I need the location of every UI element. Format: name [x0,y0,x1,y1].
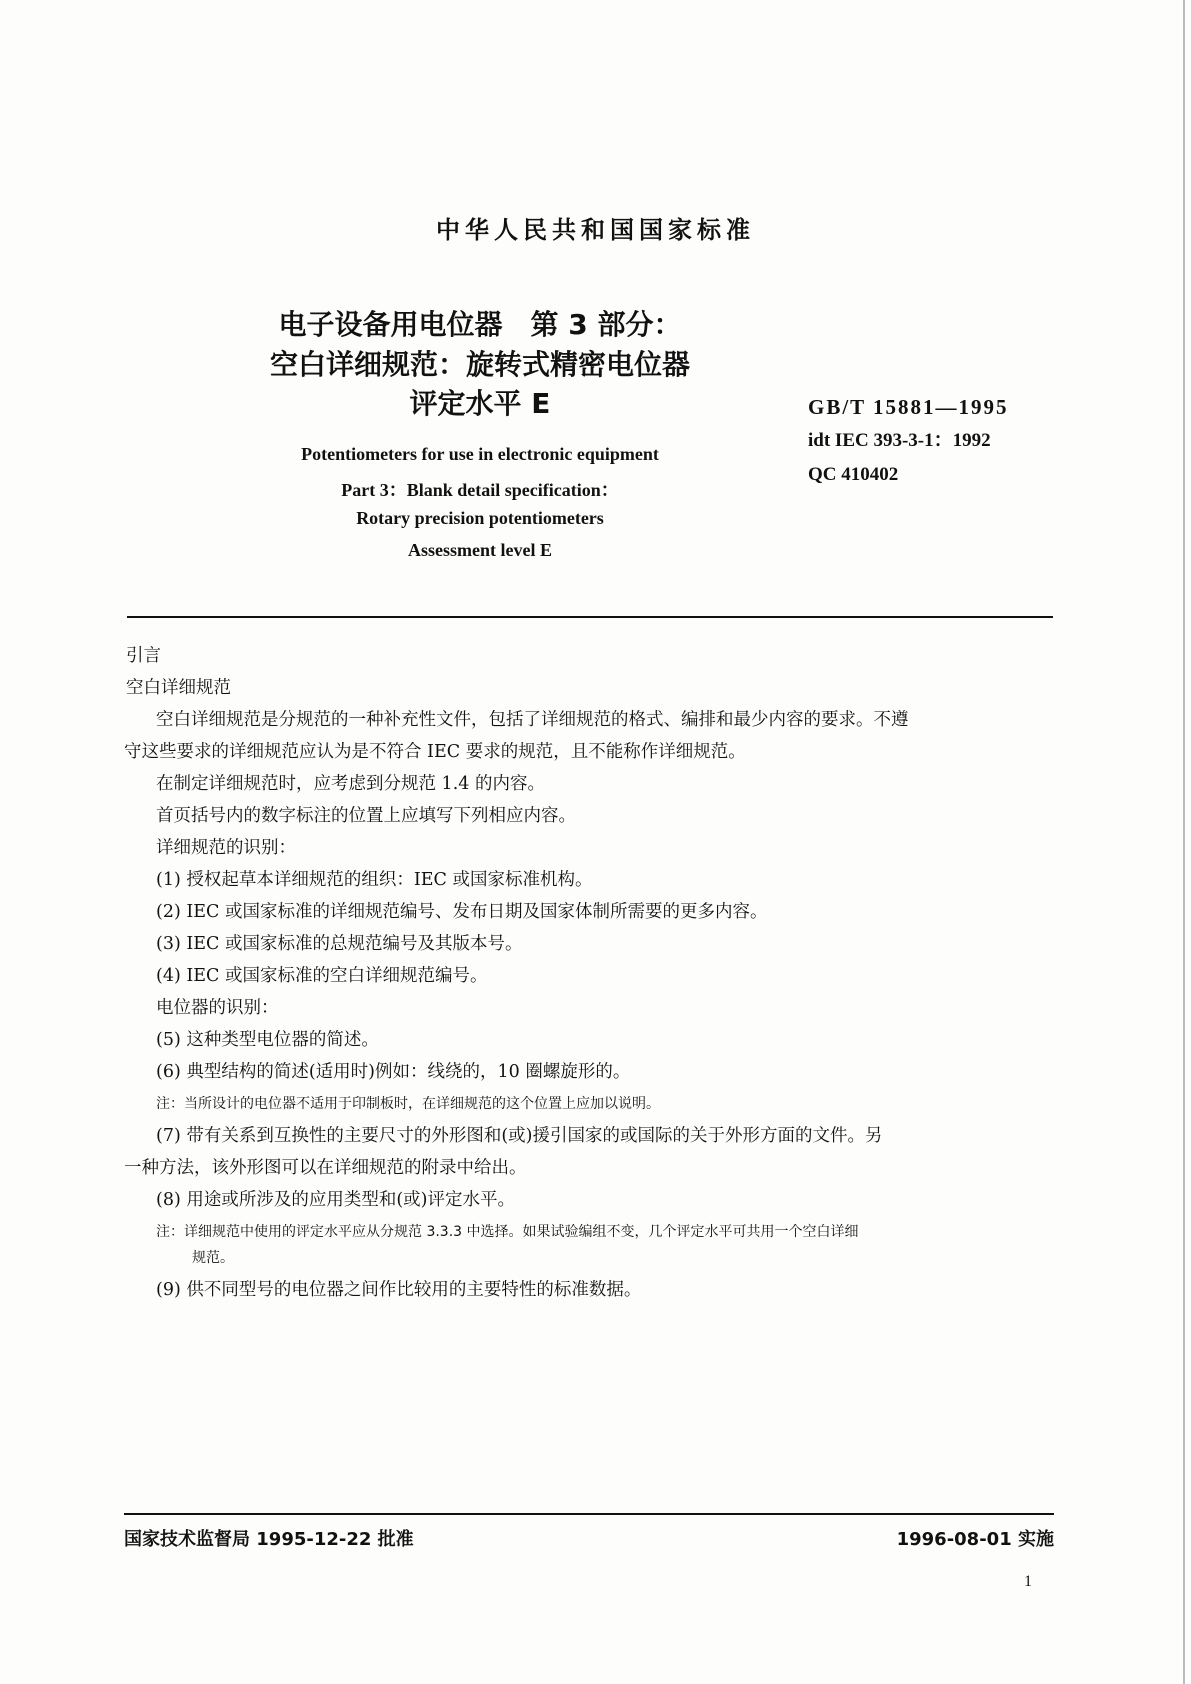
paragraph-line: 首页括号内的数字标注的位置上应填写下列相应内容。 [156,806,576,826]
title-cn-line-2: 空白详细规范：旋转式精密电位器 [269,348,690,381]
note-line: 注：当所设计的电位器不适用于印制板时，在详细规范的这个位置上应加以说明。 [156,1096,660,1112]
list-item: (2) IEC 或国家标准的详细规范编号、发布日期及国家体制所需要的更多内容。 [156,902,768,922]
list-item: (1) 授权起草本详细规范的组织：IEC 或国家标准机构。 [156,870,593,890]
footer-divider [124,1513,1054,1515]
national-standard-heading: 中华人民共和国国家标准 [436,216,755,244]
effective-date: 1996-08-01 实施 [896,1529,1054,1550]
paragraph-line: 在制定详细规范时，应考虑到分规范 1.4 的内容。 [156,774,545,794]
standard-number: GB/T 15881—1995 [808,395,1009,419]
list-item: (4) IEC 或国家标准的空白详细规范编号。 [156,966,488,986]
list-item-continuation: 一种方法，该外形图可以在详细规范的附录中给出。 [124,1158,527,1178]
title-cn-line-3: 评定水平 E [409,387,551,420]
title-en-line-3: Rotary precision potentiometers [356,508,604,528]
section-heading-intro: 引言 [126,646,161,666]
section-heading-blank-spec: 空白详细规范 [126,678,231,698]
qc-number: QC 410402 [808,464,899,485]
approval-date: 国家技术监督局 1995-12-22 批准 [124,1529,414,1550]
title-en-line-2: Part 3：Blank detail specification： [341,480,619,500]
list-item: (9) 供不同型号的电位器之间作比较用的主要特性的标准数据。 [156,1280,642,1300]
list-item: (5) 这种类型电位器的简述。 [156,1030,379,1050]
header-divider [127,616,1053,618]
idt-reference: idt IEC 393-3-1：1992 [808,430,991,451]
scan-edge-mark [1183,0,1185,1684]
list-item: (6) 典型结构的简述(适用时)例如：线绕的，10 圈螺旋形的。 [156,1062,631,1082]
subheading-potentiometer-identification: 电位器的识别： [156,998,279,1018]
note-line-continuation: 规范。 [192,1250,234,1266]
standard-id-block [808,390,1009,492]
page-number: 1 [1024,1573,1032,1590]
subheading-spec-identification: 详细规范的识别： [156,838,296,858]
list-item: (3) IEC 或国家标准的总规范编号及其版本号。 [156,934,523,954]
title-en-line-4: Assessment level E [408,540,552,560]
list-item: (8) 用途或所涉及的应用类型和(或)评定水平。 [156,1190,516,1210]
note-line: 注：详细规范中使用的评定水平应从分规范 3.3.3 中选择。如果试验编组不变，几个评定水平可共用一个空白详细 [156,1224,859,1240]
paragraph-line: 守这些要求的详细规范应认为是不符合 IEC 要求的规范，且不能称作详细规范。 [124,742,746,762]
list-item: (7) 带有关系到互换性的主要尺寸的外形图和(或)援引国家的或国际的关于外形方面的文件。另 [156,1126,883,1146]
title-en-line-1: Potentiometers for use in electronic equipment [301,444,659,464]
title-cn-line-1: 电子设备用电位器 第 3 部分： [278,308,682,341]
paragraph-line: 空白详细规范是分规范的一种补充性文件，包括了详细规范的格式、编排和最少内容的要求。不遵 [156,710,909,730]
